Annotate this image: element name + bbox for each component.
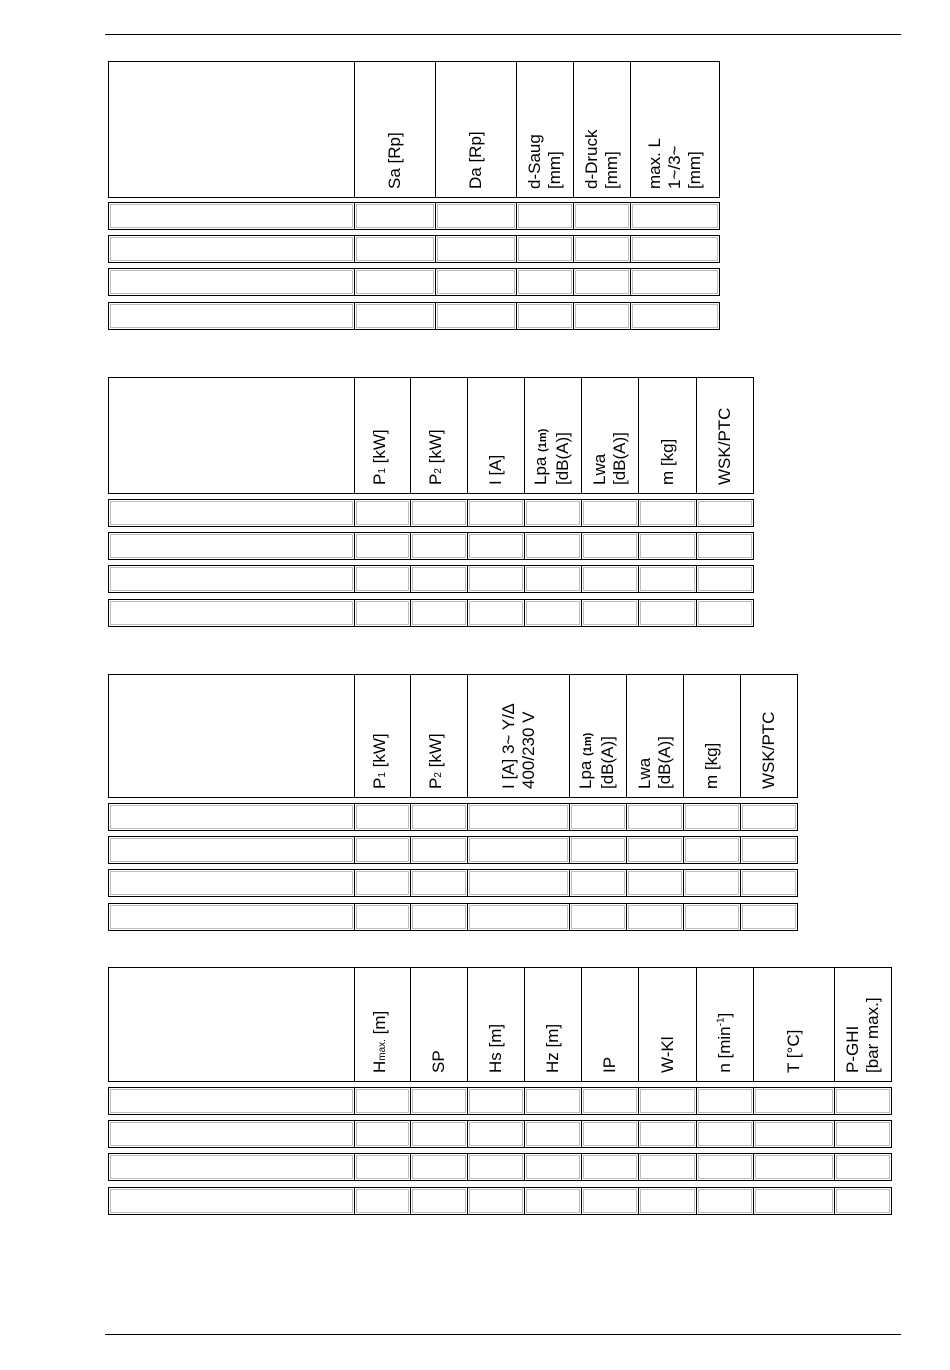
- table-cell[interactable]: [581, 1120, 639, 1148]
- table-cell[interactable]: [630, 302, 720, 330]
- table-cell[interactable]: [354, 903, 411, 931]
- table-cell[interactable]: [683, 903, 741, 931]
- table-row-model-cell[interactable]: [108, 532, 355, 560]
- table-row-model-cell[interactable]: [108, 302, 355, 330]
- header-label-w-kl: [658, 1036, 678, 1073]
- header-unit: [dB(A)]: [598, 736, 617, 789]
- header-lpa: [524, 377, 582, 494]
- header-subscript: 1: [376, 468, 388, 474]
- header-text: max. L 1~/3~ [mm]: [645, 137, 704, 189]
- table-row-model-cell[interactable]: [108, 1120, 355, 1148]
- header-subscript: max.: [376, 1039, 388, 1061]
- table-row-model-cell[interactable]: [108, 565, 355, 593]
- header-label-max-l: [645, 138, 705, 189]
- header-text: Sa [Rp]: [385, 132, 404, 189]
- header-subscript: 1: [376, 772, 388, 778]
- header-text: P: [369, 473, 389, 485]
- header-sp: [410, 967, 468, 1082]
- header-text: P: [369, 777, 389, 789]
- table-cell[interactable]: [354, 803, 411, 831]
- header-model-cell: [108, 377, 355, 494]
- header-text: n [min: [715, 1026, 734, 1073]
- table-row-model-cell[interactable]: [108, 1153, 355, 1181]
- header-text: d-Druck [mm]: [582, 129, 621, 189]
- header-t: [753, 967, 835, 1082]
- table-cell[interactable]: [435, 202, 517, 230]
- header-label-sa: [385, 132, 405, 189]
- header-small-note: (1m): [582, 732, 594, 756]
- header-text: Lpa: [531, 451, 550, 485]
- table-cell[interactable]: [467, 499, 525, 527]
- table-cell[interactable]: [524, 1187, 582, 1215]
- header-wsk: [740, 674, 798, 798]
- table-cell[interactable]: [573, 202, 631, 230]
- header-hmax: [354, 967, 411, 1082]
- table-cell[interactable]: [354, 268, 436, 296]
- header-text: W-Kl: [657, 1036, 677, 1073]
- header-p2: [410, 377, 468, 494]
- table-cell[interactable]: [467, 836, 570, 864]
- header-text: Hz [m]: [543, 1023, 562, 1073]
- header-text: IP: [600, 1056, 619, 1073]
- table-cell[interactable]: [354, 1153, 411, 1181]
- header-subscript: 2: [433, 468, 444, 474]
- header-w-kl: [638, 967, 697, 1082]
- table-cell[interactable]: [696, 1120, 754, 1148]
- table-row-model-cell[interactable]: [108, 235, 355, 263]
- table-cell[interactable]: [354, 599, 411, 627]
- header-label-p-ghi: [843, 997, 883, 1073]
- header-unit: [kW]: [369, 429, 389, 469]
- table-cell[interactable]: [581, 532, 639, 560]
- header-label-lwa: [635, 736, 675, 789]
- header-label-da: [466, 131, 486, 189]
- table-cell[interactable]: [626, 869, 684, 897]
- header-lwa: [581, 377, 639, 494]
- header-label-ip: [600, 1057, 620, 1073]
- table-cell[interactable]: [626, 803, 684, 831]
- table-cell[interactable]: [435, 235, 517, 263]
- table-cell[interactable]: [573, 302, 631, 330]
- table-cell[interactable]: [467, 1187, 525, 1215]
- table-cell[interactable]: [410, 599, 468, 627]
- header-text: I [A]: [486, 454, 505, 485]
- header-label-p2: [426, 733, 449, 789]
- table-cell[interactable]: [638, 1187, 697, 1215]
- table-row-model-cell[interactable]: [108, 836, 355, 864]
- table-cell[interactable]: [354, 869, 411, 897]
- table-cell[interactable]: [354, 565, 411, 593]
- header-d-druck: [573, 61, 631, 198]
- table-cell[interactable]: [410, 1120, 468, 1148]
- header-text: m [kg]: [657, 438, 677, 485]
- table-cell[interactable]: [696, 1153, 754, 1181]
- table-cell[interactable]: [410, 803, 468, 831]
- header-superscript: -1: [715, 1017, 727, 1027]
- table-cell[interactable]: [524, 499, 582, 527]
- table-cell[interactable]: [834, 1120, 892, 1148]
- table-cell[interactable]: [696, 599, 754, 627]
- table-cell[interactable]: [410, 1153, 468, 1181]
- table-cell[interactable]: [516, 268, 574, 296]
- table-cell[interactable]: [354, 1187, 411, 1215]
- header-model-cell: [108, 674, 355, 798]
- table-row-model-cell[interactable]: [108, 869, 355, 897]
- top-rule: [105, 34, 901, 35]
- table-cell[interactable]: [569, 903, 627, 931]
- table-cell[interactable]: [573, 268, 631, 296]
- table-cell[interactable]: [834, 1187, 892, 1215]
- table-cell[interactable]: [435, 268, 517, 296]
- table-cell[interactable]: [410, 532, 468, 560]
- header-label-m: [702, 743, 722, 789]
- header-text: WSK/PTC: [715, 407, 734, 485]
- header-unit: [dB(A)]: [553, 432, 572, 485]
- header-da: [435, 61, 517, 198]
- header-text: d-Saug [mm]: [525, 134, 564, 189]
- table-cell[interactable]: [696, 565, 754, 593]
- table-cell[interactable]: [410, 1187, 468, 1215]
- header-text: Lwa [dB(A)]: [635, 736, 674, 789]
- header-model-cell: [108, 967, 355, 1082]
- header-label-wsk: [759, 712, 779, 789]
- header-n: [696, 967, 754, 1082]
- header-label-hz: [543, 1024, 563, 1073]
- table-cell[interactable]: [524, 532, 582, 560]
- table-cell[interactable]: [834, 1153, 892, 1181]
- table-cell[interactable]: [753, 1120, 835, 1148]
- header-label-i: [486, 455, 506, 485]
- table-row-model-cell[interactable]: [108, 599, 355, 627]
- header-i-3: [467, 674, 570, 798]
- header-label-m: [658, 439, 678, 485]
- table-cell[interactable]: [524, 599, 582, 627]
- table-cell[interactable]: [516, 302, 574, 330]
- table-cell[interactable]: [467, 565, 525, 593]
- table-cell[interactable]: [581, 599, 639, 627]
- table-cell[interactable]: [467, 532, 525, 560]
- header-hs: [467, 967, 525, 1082]
- table-cell[interactable]: [696, 499, 754, 527]
- header-label-n: [711, 1013, 735, 1073]
- table-row-model-cell[interactable]: [108, 202, 355, 230]
- table-cell[interactable]: [524, 1153, 582, 1181]
- table-cell[interactable]: [683, 836, 741, 864]
- header-p1: [354, 377, 411, 494]
- table-cell[interactable]: [581, 1087, 639, 1115]
- header-label-lpa: [531, 429, 573, 485]
- header-text: SP: [429, 1050, 448, 1073]
- header-sa: [354, 61, 436, 198]
- header-unit: [kW]: [426, 733, 445, 773]
- header-label-i-3: [499, 704, 539, 789]
- header-text: P-GHI [bar max.]: [843, 997, 882, 1073]
- table-row-model-cell[interactable]: [108, 499, 355, 527]
- table-cell[interactable]: [354, 532, 411, 560]
- table-cell[interactable]: [516, 202, 574, 230]
- header-unit: [kW]: [426, 429, 445, 469]
- table-cell[interactable]: [581, 1187, 639, 1215]
- table-cell[interactable]: [638, 599, 697, 627]
- header-unit: ]: [715, 1013, 734, 1018]
- table-cell[interactable]: [626, 903, 684, 931]
- table-row-model-cell[interactable]: [108, 268, 355, 296]
- table-cell[interactable]: [581, 1153, 639, 1181]
- header-label-t: [784, 1030, 804, 1073]
- header-text: P: [426, 777, 445, 789]
- table-cell[interactable]: [638, 1087, 697, 1115]
- header-wsk: [696, 377, 754, 494]
- table-cell[interactable]: [581, 565, 639, 593]
- table-cell[interactable]: [467, 599, 525, 627]
- table-cell[interactable]: [834, 1087, 892, 1115]
- table-cell[interactable]: [753, 1153, 835, 1181]
- table-cell[interactable]: [630, 268, 720, 296]
- table-cell[interactable]: [524, 565, 582, 593]
- table-cell[interactable]: [410, 1087, 468, 1115]
- header-text: H: [369, 1060, 389, 1073]
- table-cell[interactable]: [638, 565, 697, 593]
- table-row-model-cell[interactable]: [108, 1187, 355, 1215]
- table-cell[interactable]: [696, 532, 754, 560]
- table-cell[interactable]: [683, 803, 741, 831]
- table-cell[interactable]: [467, 803, 570, 831]
- table-cell[interactable]: [410, 869, 468, 897]
- header-m: [638, 377, 697, 494]
- header-unit: [kW]: [369, 733, 389, 773]
- header-text: Da [Rp]: [466, 131, 485, 189]
- header-text: Hs [m]: [486, 1023, 505, 1073]
- header-lwa: [626, 674, 684, 798]
- table-cell[interactable]: [410, 565, 468, 593]
- table-cell[interactable]: [435, 302, 517, 330]
- header-p1: [354, 674, 411, 798]
- table-cell[interactable]: [569, 803, 627, 831]
- header-label-p1: [370, 429, 393, 485]
- header-m: [683, 674, 741, 798]
- table-cell[interactable]: [740, 903, 798, 931]
- table-cell[interactable]: [410, 836, 468, 864]
- header-lpa: [569, 674, 627, 798]
- header-text: P: [426, 473, 445, 485]
- header-text: T [°C]: [784, 1029, 803, 1073]
- table-cell[interactable]: [630, 235, 720, 263]
- header-label-d-druck: [582, 129, 622, 189]
- header-text: Lpa: [576, 755, 595, 789]
- table-cell[interactable]: [683, 869, 741, 897]
- header-p2: [410, 674, 468, 798]
- table-cell[interactable]: [410, 903, 468, 931]
- header-hz: [524, 967, 582, 1082]
- header-label-hs: [486, 1024, 506, 1073]
- table-cell[interactable]: [354, 1120, 411, 1148]
- header-text: Lwa [dB(A)]: [590, 432, 629, 485]
- table-cell[interactable]: [354, 202, 436, 230]
- header-label-p2: [426, 429, 449, 485]
- header-model-cell: [108, 61, 355, 198]
- header-label-lpa: [576, 733, 618, 789]
- header-d-saug: [516, 61, 574, 198]
- table-cell[interactable]: [753, 1087, 835, 1115]
- table-cell[interactable]: [467, 1087, 525, 1115]
- header-text: WSK/PTC: [759, 711, 778, 789]
- table-cell[interactable]: [581, 499, 639, 527]
- table-cell[interactable]: [467, 1120, 525, 1148]
- header-subscript: 2: [433, 772, 444, 778]
- table-cell[interactable]: [524, 1087, 582, 1115]
- bottom-rule: [105, 1334, 901, 1335]
- table-cell[interactable]: [753, 1187, 835, 1215]
- table-cell[interactable]: [626, 836, 684, 864]
- table-cell[interactable]: [630, 202, 720, 230]
- table-cell[interactable]: [516, 235, 574, 263]
- header-max-l: [630, 61, 720, 198]
- table-cell[interactable]: [467, 903, 570, 931]
- table-cell[interactable]: [467, 869, 570, 897]
- table-cell[interactable]: [740, 869, 798, 897]
- table-cell[interactable]: [638, 1120, 697, 1148]
- header-unit: [m]: [369, 1010, 389, 1040]
- header-label-p1: [370, 733, 393, 789]
- table-cell[interactable]: [696, 1187, 754, 1215]
- table-cell[interactable]: [569, 836, 627, 864]
- table-cell[interactable]: [354, 499, 411, 527]
- header-label-wsk: [715, 408, 735, 485]
- table-cell[interactable]: [354, 302, 436, 330]
- table-cell[interactable]: [638, 499, 697, 527]
- table-cell[interactable]: [410, 499, 468, 527]
- table-cell[interactable]: [740, 803, 798, 831]
- header-text: m [kg]: [702, 742, 721, 789]
- table-cell[interactable]: [354, 836, 411, 864]
- table-cell[interactable]: [696, 1087, 754, 1115]
- header-p-ghi: [834, 967, 892, 1082]
- table-row-model-cell[interactable]: [108, 803, 355, 831]
- header-i: [467, 377, 525, 494]
- table-cell[interactable]: [467, 1153, 525, 1181]
- table-cell[interactable]: [354, 1087, 411, 1115]
- table-cell[interactable]: [638, 1153, 697, 1181]
- table-cell[interactable]: [524, 1120, 582, 1148]
- header-label-d-saug: [525, 134, 565, 189]
- header-text: I [A] 3~ Y/∆ 400/230 V: [498, 703, 538, 789]
- header-small-note: (1m): [537, 428, 549, 452]
- header-ip: [581, 967, 639, 1082]
- header-label-sp: [429, 1050, 449, 1073]
- table-row-model-cell[interactable]: [108, 903, 355, 931]
- table-cell[interactable]: [354, 235, 436, 263]
- header-label-hmax: [370, 1011, 393, 1073]
- table-cell[interactable]: [740, 836, 798, 864]
- table-cell[interactable]: [573, 235, 631, 263]
- table-row-model-cell[interactable]: [108, 1087, 355, 1115]
- table-cell[interactable]: [569, 869, 627, 897]
- table-cell[interactable]: [638, 532, 697, 560]
- header-label-lwa: [590, 432, 630, 485]
